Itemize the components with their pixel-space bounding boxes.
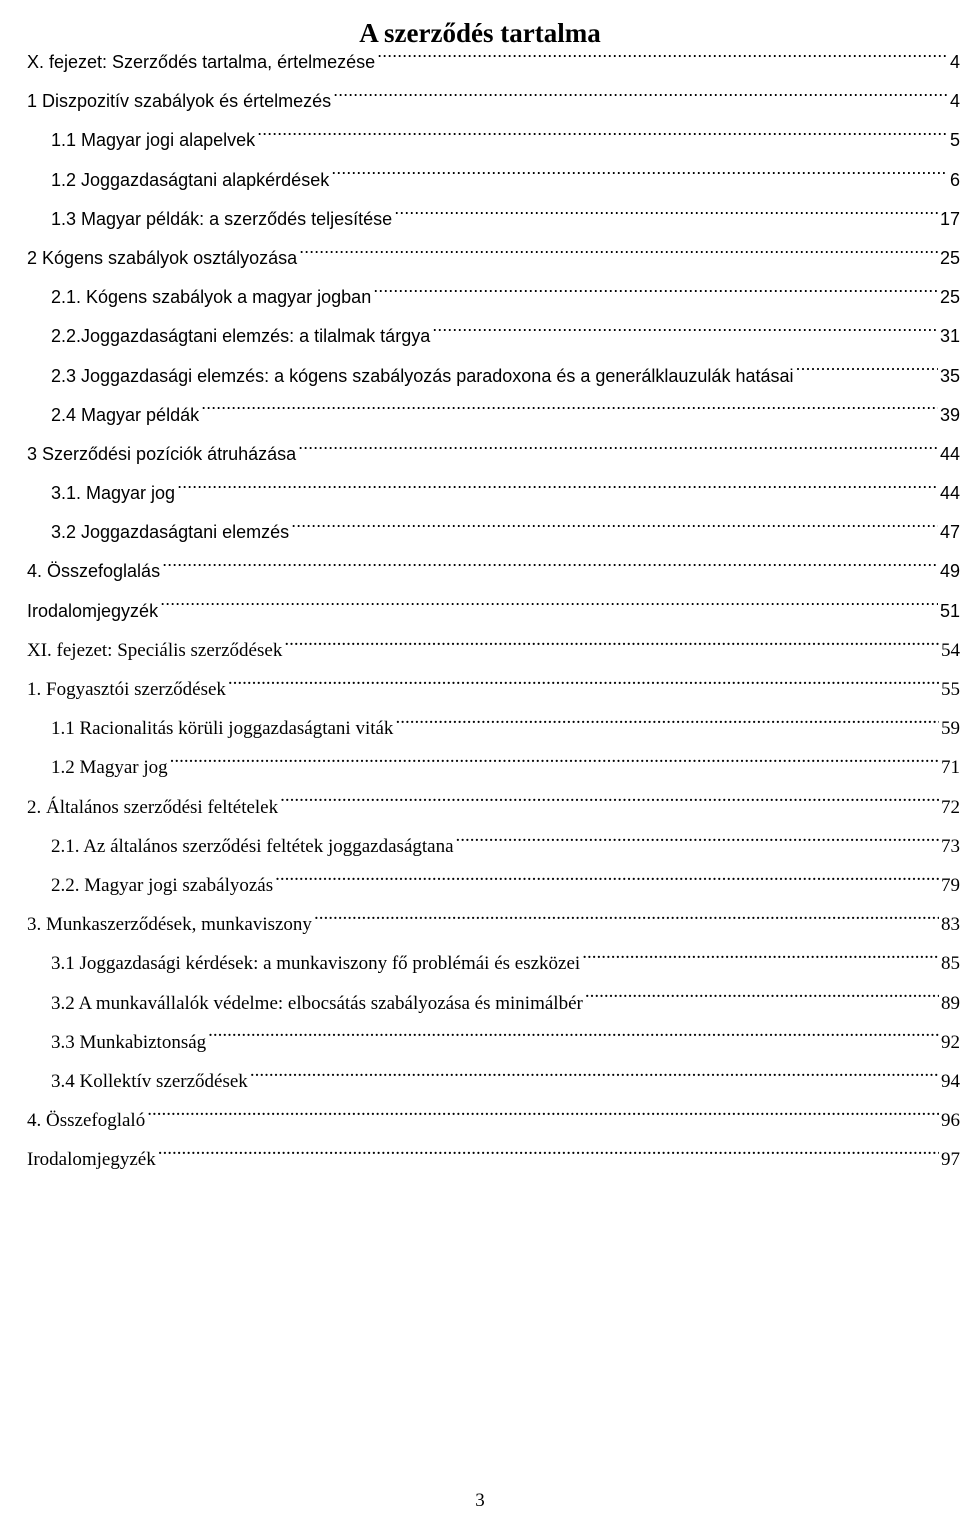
toc-entry[interactable] — [27, 866, 960, 905]
toc-entry-label: 1.1 Racionalitás körüli joggazdaságtani viták — [51, 718, 394, 740]
toc-entry-page: 6 — [949, 169, 960, 190]
toc-entry-label: 2.1. Az általános szerződési feltétek joggazdaságtana — [51, 835, 454, 857]
toc-dot-leader — [291, 520, 938, 538]
toc-entry-label: 3. Munkaszerződések, munkaviszony — [27, 914, 312, 936]
toc-entry[interactable] — [27, 239, 960, 278]
toc-dot-leader — [275, 872, 939, 891]
toc-dot-leader — [228, 676, 939, 695]
toc-entry-label: 1.2 Joggazdaságtani alapkérdések — [51, 169, 330, 190]
toc-entry-label: 4. Összefoglalás — [27, 561, 161, 582]
toc-entry-page: 31 — [939, 326, 960, 347]
toc-entry-page: 92 — [941, 1031, 960, 1053]
toc-entry-page: 44 — [939, 443, 960, 464]
toc-entry-label: 2.4 Magyar példák — [51, 404, 200, 425]
toc-entry-page: 83 — [941, 914, 960, 936]
toc-entry-page: 25 — [939, 247, 960, 268]
toc-dot-leader — [456, 833, 939, 852]
toc-entry-page: 4 — [949, 91, 960, 112]
toc-entry[interactable] — [27, 357, 960, 396]
toc-entry-page: 39 — [939, 404, 960, 425]
toc-dot-leader — [333, 89, 948, 107]
toc-entry-label: 4. Összefoglaló — [27, 1110, 146, 1132]
toc-entry[interactable] — [27, 200, 960, 239]
toc-dot-leader — [432, 324, 938, 342]
toc-entry-label: 1.2 Magyar jog — [51, 757, 168, 779]
toc-entry[interactable] — [27, 905, 960, 944]
toc-entry-page: 72 — [941, 796, 960, 818]
toc-entry-page: 79 — [941, 874, 960, 896]
toc-entry-label: 2. Általános szerződési feltételek — [27, 796, 279, 818]
page-title: A szerződés tartalma — [359, 18, 601, 49]
toc-dot-leader — [147, 1107, 939, 1126]
toc-dot-leader — [299, 246, 938, 264]
toc-entry-page: 96 — [941, 1110, 960, 1132]
toc-entry[interactable] — [27, 161, 960, 200]
toc-entry-page: 89 — [941, 992, 960, 1014]
toc-entry[interactable] — [27, 435, 960, 474]
toc-entry-page: 73 — [941, 835, 960, 857]
toc-dot-leader — [280, 794, 939, 813]
toc-entry-label: XI. fejezet: Speciális szerződések — [27, 639, 283, 661]
page-number: 3 — [475, 1490, 485, 1511]
toc-entry[interactable] — [27, 709, 960, 748]
toc-dot-leader — [377, 50, 948, 68]
table-of-contents — [27, 43, 960, 1179]
toc-dot-leader — [394, 207, 938, 225]
toc-entry-page: 5 — [949, 130, 960, 151]
toc-dot-leader — [284, 637, 939, 656]
toc-dot-leader — [170, 754, 939, 773]
toc-entry-label: 2.2. Magyar jogi szabályozás — [51, 874, 274, 896]
toc-entry-label: 3.1 Joggazdasági kérdések: a munkaviszony fő problémái és eszközei — [51, 953, 581, 975]
toc-entry[interactable] — [27, 670, 960, 709]
toc-entry-label: 3.4 Kollektív szerződések — [51, 1070, 248, 1092]
toc-entry-page: 51 — [939, 600, 960, 621]
toc-dot-leader — [177, 481, 938, 499]
toc-entry[interactable] — [27, 474, 960, 513]
toc-entry[interactable] — [27, 788, 960, 827]
toc-entry[interactable] — [27, 984, 960, 1023]
toc-dot-leader — [158, 1146, 939, 1165]
toc-dot-leader — [373, 285, 938, 303]
toc-dot-leader — [257, 128, 948, 146]
toc-dot-leader — [395, 715, 939, 734]
toc-entry[interactable] — [27, 827, 960, 866]
toc-entry-label: X. fejezet: Szerződés tartalma, értelmezése — [27, 52, 376, 72]
toc-dot-leader — [201, 403, 938, 421]
toc-dot-leader — [331, 168, 948, 186]
toc-entry[interactable] — [27, 396, 960, 435]
toc-entry-label: 3.2 Joggazdaságtani elemzés — [51, 522, 290, 543]
toc-entry[interactable] — [27, 1140, 960, 1179]
toc-entry[interactable] — [27, 1101, 960, 1140]
toc-entry-label: 2.2.Joggazdaságtani elemzés: a tilalmak tárgya — [51, 326, 431, 347]
toc-entry[interactable] — [27, 121, 960, 160]
toc-entry-page: 59 — [941, 718, 960, 740]
toc-entry[interactable] — [27, 82, 960, 121]
toc-entry-label: 3.3 Munkabiztonság — [51, 1031, 207, 1053]
toc-dot-leader — [582, 950, 939, 969]
toc-dot-leader — [585, 990, 939, 1009]
toc-entry-label: 3 Szerződési pozíciók átruházása — [27, 443, 297, 464]
toc-entry-page: 4 — [949, 52, 960, 72]
toc-entry-page: 47 — [939, 522, 960, 543]
toc-entry[interactable] — [27, 513, 960, 552]
toc-entry-page: 55 — [941, 679, 960, 700]
toc-dot-leader — [160, 599, 938, 617]
toc-entry-label: 3.2 A munkavállalók védelme: elbocsátás szabályozása és minimálbér — [51, 992, 583, 1014]
toc-entry-page: 94 — [941, 1070, 960, 1092]
toc-dot-leader — [795, 364, 937, 382]
toc-entry-label: 1. Fogyasztói szerződések — [27, 679, 226, 700]
toc-entry-page: 25 — [939, 287, 960, 308]
toc-entry-label: 3.1. Magyar jog — [51, 483, 176, 504]
toc-entry[interactable] — [27, 278, 960, 317]
toc-entry-page: 85 — [941, 953, 960, 975]
toc-entry-label: Irodalomjegyzék — [27, 600, 159, 621]
toc-entry[interactable] — [27, 1062, 960, 1101]
toc-dot-leader — [298, 442, 938, 460]
toc-entry-label: 2.3 Joggazdasági elemzés: a kógens szabályozás paradoxona és a generálklauzulák hatásai — [51, 365, 794, 386]
toc-entry-page: 97 — [941, 1149, 960, 1171]
toc-entry[interactable] — [27, 552, 960, 591]
toc-entry[interactable] — [27, 748, 960, 787]
toc-entry-page: 17 — [939, 208, 960, 229]
toc-entry[interactable] — [27, 43, 960, 82]
toc-dot-leader — [250, 1068, 939, 1087]
toc-entry[interactable] — [27, 592, 960, 631]
toc-entry-page: 44 — [939, 483, 960, 504]
toc-entry-label: Irodalomjegyzék — [27, 1149, 156, 1171]
toc-entry[interactable] — [27, 631, 960, 670]
toc-dot-leader — [208, 1029, 939, 1048]
toc-entry-page: 49 — [939, 561, 960, 582]
toc-entry-page: 54 — [941, 639, 960, 661]
toc-entry-label: 1 Diszpozitív szabályok és értelmezés — [27, 91, 332, 112]
toc-entry-label: 1.1 Magyar jogi alapelvek — [51, 130, 256, 151]
toc-entry[interactable] — [27, 1023, 960, 1062]
toc-dot-leader — [314, 911, 939, 930]
toc-entry-label: 1.3 Magyar példák: a szerződés teljesítése — [51, 208, 393, 229]
toc-entry-label: 2 Kógens szabályok osztályozása — [27, 247, 298, 268]
toc-entry[interactable] — [27, 317, 960, 356]
toc-entry-label: 2.1. Kógens szabályok a magyar jogban — [51, 287, 372, 308]
toc-entry-page: 71 — [941, 757, 960, 779]
toc-dot-leader — [162, 559, 938, 577]
toc-entry-page: 35 — [939, 365, 960, 386]
toc-entry[interactable] — [27, 944, 960, 983]
